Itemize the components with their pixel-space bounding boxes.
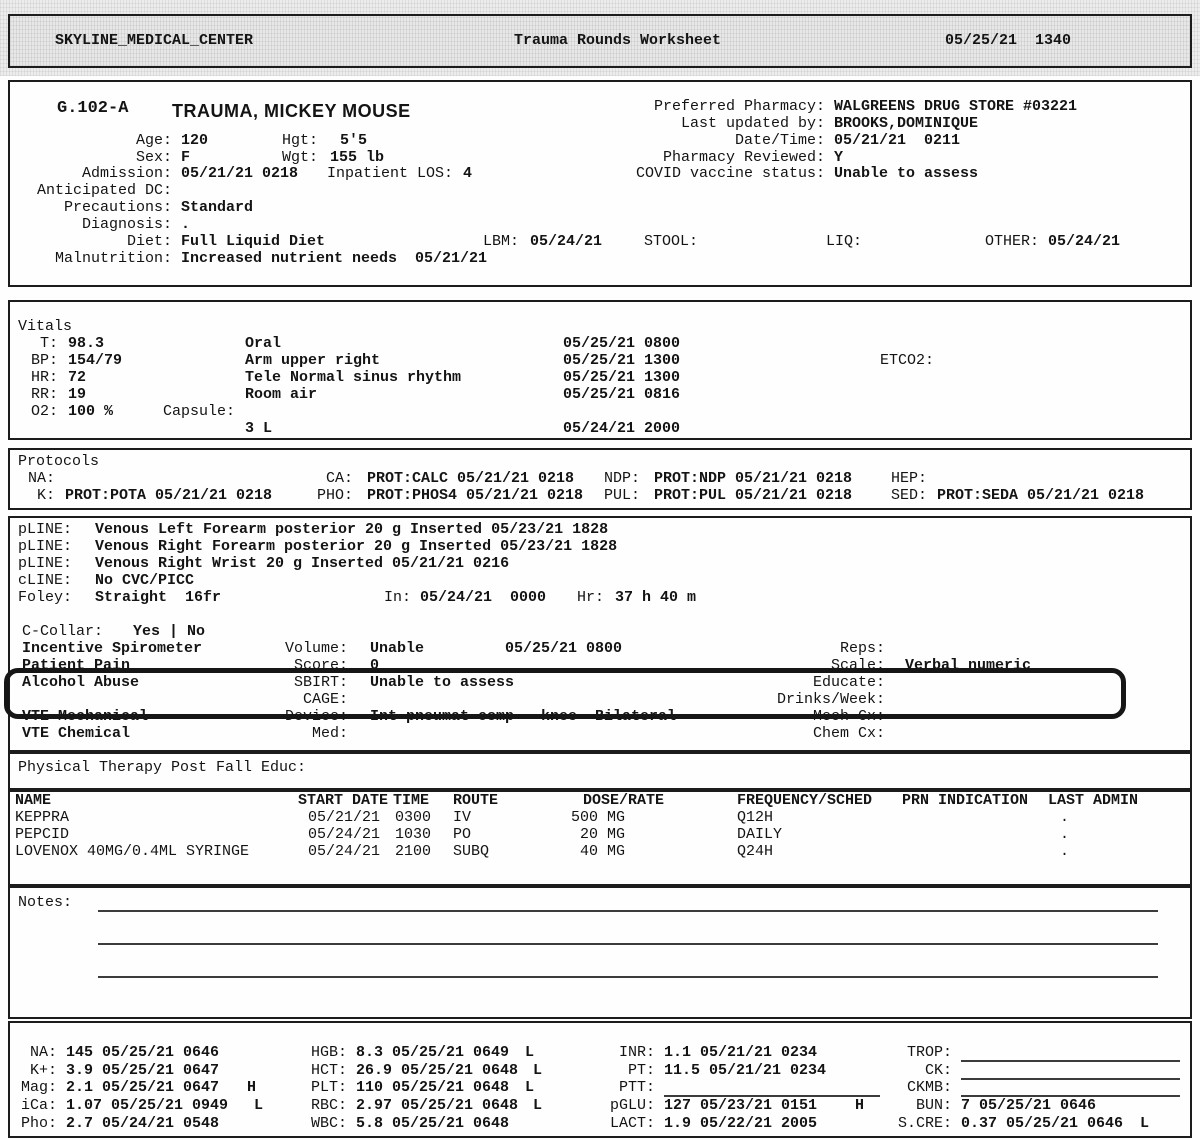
age-value: 120	[181, 132, 209, 149]
c-collar-label: C-Collar:	[22, 623, 104, 640]
mag-lab-value: 2.1 05/25/21 0647	[66, 1079, 220, 1096]
med-row-last-admin: .	[1060, 809, 1070, 826]
temp-value: 98.3	[68, 335, 105, 352]
precautions-value: Standard	[181, 199, 254, 216]
inr-lab-value: 1.1 05/21/21 0234	[664, 1044, 818, 1061]
preferred-pharmacy-label: Preferred Pharmacy:	[653, 98, 825, 115]
room-number: G.102-A	[57, 99, 129, 118]
patient-name: TRAUMA, MICKEY MOUSE	[172, 101, 411, 121]
etco2-label: ETCO2:	[880, 352, 935, 369]
med-header-frequency: FREQUENCY/SCHED	[737, 792, 873, 809]
med-row-last-admin: .	[1060, 826, 1070, 843]
lbm-value: 05/24/21	[530, 233, 603, 250]
volume-value: Unable	[370, 640, 425, 657]
pho-protocol-value: PROT:PHOS4 05/21/21 0218	[367, 487, 584, 504]
plt-lab-label: PLT:	[310, 1079, 347, 1096]
sed-protocol-value: PROT:SEDA 05/21/21 0218	[937, 487, 1145, 504]
med-row-route: SUBQ	[453, 843, 490, 860]
hr-label: HR:	[30, 369, 58, 386]
med-header-prn: PRN INDICATION	[902, 792, 1029, 809]
wgt-value: 155 lb	[330, 149, 385, 166]
pain-scale-value: Verbal numeric	[905, 657, 1032, 674]
inpatient-los-label: Inpatient LOS:	[327, 165, 454, 182]
wgt-label: Wgt:	[282, 149, 319, 166]
capsule-value: 3 L	[245, 420, 273, 437]
med-row-frequency: Q24H	[737, 843, 774, 860]
capsule-datetime: 05/24/21 2000	[563, 420, 681, 437]
device-label: Device:	[284, 708, 348, 725]
vitals-title: Vitals	[18, 318, 73, 335]
hr-value: 72	[68, 369, 87, 386]
age-label: Age:	[135, 132, 172, 149]
hct-lab-flag: L	[533, 1062, 543, 1079]
wbc-lab-value: 5.8 05/25/21 0648	[356, 1115, 510, 1132]
pain-score-label: Score:	[293, 657, 348, 674]
foley-in-value: 05/24/21 0000	[420, 589, 547, 606]
hgb-lab-label: HGB:	[310, 1044, 347, 1061]
ptt-lab-label: PTT:	[618, 1079, 655, 1096]
med-header-start-date: START DATE	[298, 792, 389, 809]
pharmacy-reviewed-value: Y	[834, 149, 844, 166]
pline-2-value: Venous Right Forearm posterior 20 g Inserted 05/23/21 1828	[95, 538, 618, 555]
o2-value: 100 %	[68, 403, 114, 420]
scre-lab-value: 0.37 05/25/21 0646	[961, 1115, 1124, 1132]
med-row-start-date: 05/24/21	[308, 826, 381, 843]
med-header-dose-rate: DOSE/RATE	[583, 792, 665, 809]
capsule-label: Capsule:	[163, 403, 236, 420]
hgt-value: 5'5	[340, 132, 368, 149]
plt-lab-flag: L	[525, 1079, 535, 1096]
patient-pain-label: Patient Pain	[22, 657, 131, 674]
cline-label: cLINE:	[18, 572, 73, 589]
ck-blank-line	[961, 1078, 1180, 1080]
pul-protocol-label: PUL:	[603, 487, 640, 504]
foley-hr-label: Hr:	[576, 589, 604, 606]
med-row-start-date: 05/21/21	[308, 809, 381, 826]
med-header-name: NAME	[15, 792, 52, 809]
med-row-frequency: Q12H	[737, 809, 774, 826]
pho-lab-value: 2.7 05/24/21 0548	[66, 1115, 220, 1132]
mag-lab-label: Mag:	[20, 1079, 57, 1096]
na-lab-label: NA:	[29, 1044, 57, 1061]
bun-lab-value: 7 05/25/21 0646	[961, 1097, 1097, 1114]
ica-lab-label: iCa:	[20, 1097, 57, 1114]
sed-protocol-label: SED:	[890, 487, 927, 504]
pain-score-value: 0	[370, 657, 380, 674]
inr-lab-label: INR:	[618, 1044, 655, 1061]
foley-hr-value: 37 h 40 m	[615, 589, 697, 606]
hr-site: Tele Normal sinus rhythm	[245, 369, 462, 386]
alcohol-abuse-highlight-box	[4, 668, 1126, 719]
bp-value: 154/79	[68, 352, 123, 369]
med-row-name: PEPCID	[15, 826, 70, 843]
last-updated-by-value: BROOKS,DOMINIQUE	[834, 115, 979, 132]
cline-value: No CVC/PICC	[95, 572, 195, 589]
med-row-name: LOVENOX 40MG/0.4ML SYRINGE	[15, 843, 250, 860]
hr-datetime: 05/25/21 1300	[563, 369, 681, 386]
notes-line	[98, 943, 1158, 945]
pho-lab-label: Pho:	[20, 1115, 57, 1132]
ca-protocol-value: PROT:CALC 05/21/21 0218	[367, 470, 575, 487]
pt-lab-value: 11.5 05/21/21 0234	[664, 1062, 827, 1079]
drinks-week-label: Drinks/Week:	[776, 691, 885, 708]
malnutrition-label: Malnutrition:	[54, 250, 172, 267]
ca-protocol-label: CA:	[325, 470, 353, 487]
anticipated-dc-label: Anticipated DC:	[36, 182, 172, 199]
temp-site: Oral	[245, 335, 282, 352]
rr-value: 19	[68, 386, 87, 403]
med-label: Med:	[311, 725, 348, 742]
ica-lab-value: 1.07 05/25/21 0949	[66, 1097, 229, 1114]
k-lab-label: K+:	[29, 1062, 57, 1079]
pul-protocol-value: PROT:PUL 05/21/21 0218	[654, 487, 853, 504]
med-header-route: ROUTE	[453, 792, 499, 809]
pglu-lab-flag: H	[855, 1097, 865, 1114]
mech-cx-label: Mech Cx:	[812, 708, 885, 725]
rbc-lab-flag: L	[533, 1097, 543, 1114]
malnutrition-value: Increased nutrient needs 05/21/21	[181, 250, 488, 267]
ckmb-lab-label: CKMB:	[906, 1079, 952, 1096]
scre-lab-label: S.CRE:	[897, 1115, 952, 1132]
report-datetime: 05/25/21 1340	[945, 32, 1072, 49]
pline-1-value: Venous Left Forearm posterior 20 g Inserted 05/23/21 1828	[95, 521, 609, 538]
notes-line	[98, 976, 1158, 978]
diet-label: Diet:	[126, 233, 172, 250]
foley-value: Straight 16fr	[95, 589, 222, 606]
sex-label: Sex:	[135, 149, 172, 166]
k-protocol-value: PROT:POTA 05/21/21 0218	[65, 487, 273, 504]
precautions-label: Precautions:	[63, 199, 172, 216]
pline-2-label: pLINE:	[18, 538, 73, 555]
report-title: Trauma Rounds Worksheet	[514, 32, 722, 49]
hgb-lab-value: 8.3 05/25/21 0649	[356, 1044, 510, 1061]
stool-label: STOOL:	[644, 233, 699, 250]
pain-scale-label: Scale:	[830, 657, 885, 674]
ck-lab-label: CK:	[924, 1062, 952, 1079]
rbc-lab-label: RBC:	[310, 1097, 347, 1114]
vte-chemical-label: VTE Chemical	[22, 725, 131, 742]
notes-section-box	[8, 886, 1192, 1019]
hct-lab-value: 26.9 05/25/21 0648	[356, 1062, 519, 1079]
scre-lab-flag: L	[1140, 1115, 1150, 1132]
reps-label: Reps:	[839, 640, 885, 657]
sbirt-label: SBIRT:	[293, 674, 348, 691]
o2-label: O2:	[30, 403, 58, 420]
update-datetime-label: Date/Time:	[734, 132, 825, 149]
trop-blank-line	[961, 1060, 1180, 1062]
lact-lab-value: 1.9 05/22/21 2005	[664, 1115, 818, 1132]
protocols-title: Protocols	[18, 453, 100, 470]
pglu-lab-value: 127 05/23/21 0151	[664, 1097, 818, 1114]
mag-lab-flag: H	[247, 1079, 257, 1096]
bp-label: BP:	[30, 352, 58, 369]
bp-datetime: 05/25/21 1300	[563, 352, 681, 369]
k-protocol-label: K:	[36, 487, 55, 504]
diagnosis-value: .	[181, 216, 191, 233]
cage-label: CAGE:	[302, 691, 348, 708]
trop-lab-label: TROP:	[906, 1044, 952, 1061]
diagnosis-label: Diagnosis:	[81, 216, 172, 233]
rr-label: RR:	[30, 386, 58, 403]
lbm-label: LBM:	[483, 233, 520, 250]
pline-3-value: Venous Right Wrist 20 g Inserted 05/21/21 0216	[95, 555, 510, 572]
pline-1-label: pLINE:	[18, 521, 73, 538]
update-datetime-value: 05/21/21 0211	[834, 132, 961, 149]
ndp-protocol-value: PROT:NDP 05/21/21 0218	[654, 470, 853, 487]
facility-name: SKYLINE_MEDICAL_CENTER	[55, 32, 254, 49]
med-header-last-admin: LAST ADMIN	[1048, 792, 1139, 809]
k-lab-value: 3.9 05/25/21 0647	[66, 1062, 220, 1079]
foley-in-label: In:	[383, 589, 411, 606]
hgb-lab-flag: L	[525, 1044, 535, 1061]
pho-protocol-label: PHO:	[316, 487, 353, 504]
ica-lab-flag: L	[254, 1097, 264, 1114]
c-collar-value: Yes | No	[133, 623, 206, 640]
vte-mechanical-label: VTE Mechanical	[22, 708, 149, 725]
chem-cx-label: Chem Cx:	[812, 725, 885, 742]
other-value: 05/24/21	[1048, 233, 1121, 250]
foley-label: Foley:	[18, 589, 73, 606]
preferred-pharmacy-value: WALGREENS DRUG STORE #03221	[834, 98, 1078, 115]
bp-site: Arm upper right	[245, 352, 381, 369]
temp-datetime: 05/25/21 0800	[563, 335, 681, 352]
med-row-time: 1030	[395, 826, 432, 843]
pt-lab-label: PT:	[627, 1062, 655, 1079]
med-row-time: 0300	[395, 809, 432, 826]
volume-datetime: 05/25/21 0800	[505, 640, 623, 657]
hep-protocol-label: HEP:	[890, 470, 927, 487]
hgt-label: Hgt:	[282, 132, 319, 149]
med-row-dose: 500 MG	[570, 809, 625, 826]
med-row-route: IV	[453, 809, 472, 826]
temp-label: T:	[39, 335, 58, 352]
plt-lab-value: 110 05/25/21 0648	[356, 1079, 510, 1096]
rr-datetime: 05/25/21 0816	[563, 386, 681, 403]
rbc-lab-value: 2.97 05/25/21 0648	[356, 1097, 519, 1114]
med-row-time: 2100	[395, 843, 432, 860]
pline-3-label: pLINE:	[18, 555, 73, 572]
covid-status-value: Unable to assess	[834, 165, 979, 182]
med-row-route: PO	[453, 826, 472, 843]
notes-label: Notes:	[18, 894, 73, 911]
pglu-lab-label: pGLU:	[609, 1097, 655, 1114]
med-row-last-admin: .	[1060, 843, 1070, 860]
med-row-start-date: 05/24/21	[308, 843, 381, 860]
diet-value: Full Liquid Diet	[181, 233, 326, 250]
volume-label: Volume:	[284, 640, 348, 657]
educate-label: Educate:	[812, 674, 885, 691]
admission-label: Admission:	[81, 165, 172, 182]
physical-therapy-label: Physical Therapy Post Fall Educ:	[18, 759, 307, 776]
covid-status-label: COVID vaccine status:	[635, 165, 825, 182]
na-protocol-label: NA:	[27, 470, 55, 487]
inpatient-los-value: 4	[463, 165, 473, 182]
bun-lab-label: BUN:	[915, 1097, 952, 1114]
med-header-time: TIME	[393, 792, 430, 809]
device-value: Int pneumat comp - knee Bilateral	[370, 708, 677, 725]
other-label: OTHER:	[985, 233, 1040, 250]
notes-line	[98, 910, 1158, 912]
hct-lab-label: HCT:	[310, 1062, 347, 1079]
med-row-frequency: DAILY	[737, 826, 783, 843]
incentive-spirometer-label: Incentive Spirometer	[22, 640, 203, 657]
admission-value: 05/21/21 0218	[181, 165, 299, 182]
pharmacy-reviewed-label: Pharmacy Reviewed:	[662, 149, 825, 166]
sbirt-value: Unable to assess	[370, 674, 515, 691]
med-row-dose: 20 MG	[579, 826, 625, 843]
ndp-protocol-label: NDP:	[603, 470, 640, 487]
med-row-name: KEPPRA	[15, 809, 70, 826]
wbc-lab-label: WBC:	[310, 1115, 347, 1132]
sex-value: F	[181, 149, 191, 166]
med-row-dose: 40 MG	[579, 843, 625, 860]
lact-lab-label: LACT:	[609, 1115, 655, 1132]
liq-label: LIQ:	[826, 233, 863, 250]
rr-site: Room air	[245, 386, 318, 403]
last-updated-by-label: Last updated by:	[680, 115, 825, 132]
alcohol-abuse-label: Alcohol Abuse	[22, 674, 140, 691]
na-lab-value: 145 05/25/21 0646	[66, 1044, 220, 1061]
